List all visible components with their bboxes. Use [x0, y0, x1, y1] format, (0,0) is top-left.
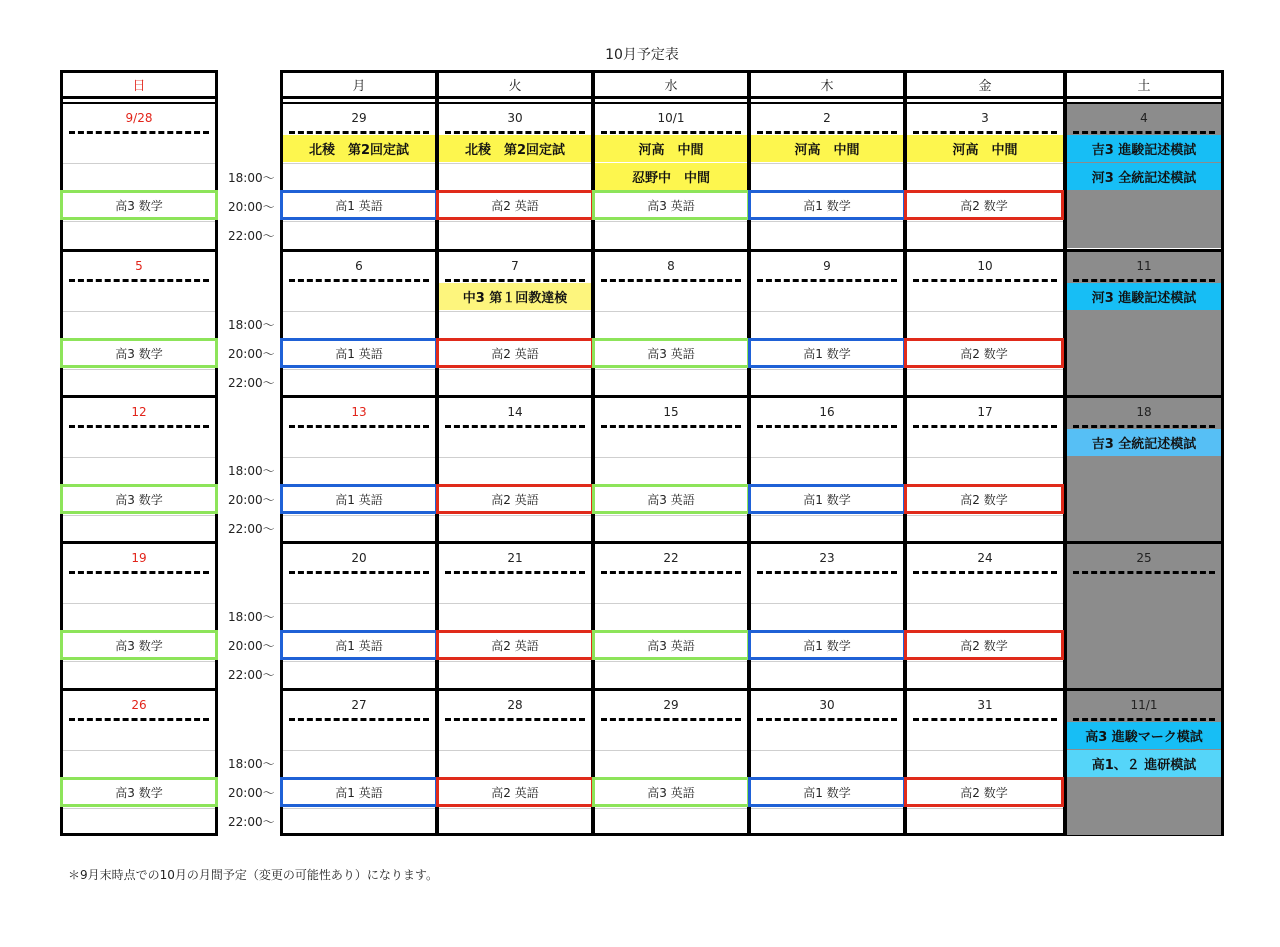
week-cell — [595, 688, 747, 835]
dashed-divider — [757, 131, 897, 134]
event-label: 中3 第１回教達検 — [439, 283, 591, 310]
row-divider — [283, 808, 435, 809]
week-cell — [283, 541, 435, 688]
row-divider — [751, 515, 903, 516]
date-number: 23 — [819, 550, 835, 565]
date-number: 4 — [1140, 110, 1148, 125]
column-thursday — [748, 70, 906, 836]
date-number: 11/1 — [1130, 697, 1158, 712]
class-slot: 高3 数学 — [60, 338, 218, 368]
event-label: 吉3 進駿記述模試 — [1067, 135, 1221, 162]
class-slot: 高2 英語 — [436, 338, 594, 368]
row-divider — [907, 808, 1063, 809]
event-label: 北稜 第2回定試 — [439, 135, 591, 162]
class-slot: 高2 英語 — [436, 190, 594, 220]
row-divider — [595, 515, 747, 516]
class-slot: 高3 数学 — [60, 190, 218, 220]
week-cell — [63, 395, 215, 542]
row-divider — [907, 163, 1063, 164]
time-label: 22:00〜 — [228, 376, 275, 390]
week-cell — [907, 395, 1063, 542]
column-saturday — [1064, 70, 1224, 836]
dashed-divider — [69, 425, 209, 428]
dashed-divider — [757, 571, 897, 574]
week-cell — [595, 249, 747, 396]
time-label: 20:00〜 — [228, 639, 275, 653]
day-header-saturday: 土 — [1067, 73, 1221, 99]
class-slot: 高1 数学 — [748, 777, 906, 807]
time-label: 20:00〜 — [228, 200, 275, 214]
column-friday — [904, 70, 1066, 836]
class-slot: 高1 数学 — [748, 484, 906, 514]
class-slot: 高2 数学 — [904, 630, 1064, 660]
dashed-divider — [289, 131, 429, 134]
dashed-divider — [1073, 718, 1215, 721]
row-divider — [63, 369, 215, 370]
row-divider — [595, 808, 747, 809]
week-cell — [595, 395, 747, 542]
date-number: 3 — [981, 110, 989, 125]
dashed-divider — [601, 718, 741, 721]
dashed-divider — [913, 131, 1057, 134]
time-label: 22:00〜 — [228, 815, 275, 829]
week-cell — [63, 249, 215, 396]
event-label: 河3 進駿記述模試 — [1067, 283, 1221, 310]
column-tuesday — [436, 70, 594, 836]
dashed-divider — [757, 718, 897, 721]
row-divider — [751, 603, 903, 604]
row-divider — [439, 311, 591, 312]
date-number: 24 — [977, 550, 993, 565]
row-divider — [751, 221, 903, 222]
date-number: 29 — [351, 110, 367, 125]
week-cell — [907, 102, 1063, 248]
week-cell — [907, 541, 1063, 688]
time-label: 22:00〜 — [228, 522, 275, 536]
row-divider — [439, 603, 591, 604]
date-number: 13 — [351, 404, 367, 419]
week-cell — [1067, 688, 1221, 835]
class-slot: 高3 英語 — [592, 777, 750, 807]
event-label: 河高 中間 — [751, 135, 903, 162]
row-divider — [751, 457, 903, 458]
row-divider — [439, 163, 591, 164]
row-divider — [283, 515, 435, 516]
date-number: 29 — [663, 697, 679, 712]
dashed-divider — [69, 718, 209, 721]
week-cell — [439, 249, 591, 396]
row-divider — [595, 311, 747, 312]
date-number: 22 — [663, 550, 679, 565]
date-number: 28 — [507, 697, 523, 712]
date-number: 2 — [823, 110, 831, 125]
row-divider — [63, 457, 215, 458]
week-cell — [1067, 395, 1221, 542]
row-divider — [63, 661, 215, 662]
dashed-divider — [913, 718, 1057, 721]
event-label: 河高 中間 — [907, 135, 1063, 162]
week-cell — [1067, 541, 1221, 688]
class-slot: 高2 数学 — [904, 190, 1064, 220]
row-divider — [751, 661, 903, 662]
class-slot: 高1 数学 — [748, 338, 906, 368]
row-divider — [439, 515, 591, 516]
row-divider — [439, 808, 591, 809]
time-label: 20:00〜 — [228, 786, 275, 800]
date-number: 7 — [511, 258, 519, 273]
row-divider — [283, 603, 435, 604]
week-cell — [907, 249, 1063, 396]
class-slot: 高2 数学 — [904, 338, 1064, 368]
row-divider — [907, 221, 1063, 222]
week-cell — [439, 395, 591, 542]
time-label: 20:00〜 — [228, 347, 275, 361]
dashed-divider — [445, 425, 585, 428]
event-label: 河3 全統記述模試 — [1067, 163, 1221, 190]
row-divider — [63, 221, 215, 222]
day-header-sunday: 日 — [63, 73, 215, 99]
row-divider — [907, 457, 1063, 458]
dashed-divider — [1073, 571, 1215, 574]
week-cell — [283, 395, 435, 542]
class-slot: 高1 数学 — [748, 630, 906, 660]
row-divider — [63, 515, 215, 516]
row-divider — [63, 808, 215, 809]
class-slot: 高3 英語 — [592, 190, 750, 220]
row-divider — [907, 603, 1063, 604]
week-cell — [439, 688, 591, 835]
class-slot: 高3 英語 — [592, 338, 750, 368]
event-label: 北稜 第2回定試 — [283, 135, 435, 162]
row-divider — [907, 750, 1063, 751]
dashed-divider — [289, 279, 429, 282]
row-divider — [439, 457, 591, 458]
column-monday — [280, 70, 438, 836]
dashed-divider — [913, 571, 1057, 574]
date-number: 8 — [667, 258, 675, 273]
time-label: 22:00〜 — [228, 668, 275, 682]
date-number: 17 — [977, 404, 993, 419]
row-divider — [439, 221, 591, 222]
date-number: 15 — [663, 404, 679, 419]
event-label: 高1、２ 進研模試 — [1067, 750, 1221, 777]
row-divider — [283, 163, 435, 164]
day-header-friday: 金 — [907, 73, 1063, 99]
week-cell — [751, 102, 903, 248]
date-number: 6 — [355, 258, 363, 273]
row-divider — [751, 750, 903, 751]
class-slot: 高2 英語 — [436, 777, 594, 807]
event-label: 吉3 全統記述模試 — [1067, 429, 1221, 456]
row-divider — [439, 661, 591, 662]
row-divider — [751, 311, 903, 312]
class-slot: 高3 数学 — [60, 630, 218, 660]
dashed-divider — [445, 718, 585, 721]
date-number: 30 — [819, 697, 835, 712]
row-divider — [595, 369, 747, 370]
class-slot: 高2 英語 — [436, 484, 594, 514]
dashed-divider — [757, 425, 897, 428]
dashed-divider — [289, 425, 429, 428]
row-divider — [283, 369, 435, 370]
date-number: 30 — [507, 110, 523, 125]
row-divider — [595, 221, 747, 222]
row-divider — [751, 808, 903, 809]
dashed-divider — [445, 571, 585, 574]
date-number: 14 — [507, 404, 523, 419]
row-divider — [595, 457, 747, 458]
row-divider — [63, 163, 215, 164]
row-divider — [439, 750, 591, 751]
time-label: 18:00〜 — [228, 757, 275, 771]
row-divider — [595, 750, 747, 751]
week-cell — [751, 541, 903, 688]
date-number: 9 — [823, 258, 831, 273]
date-number: 31 — [977, 697, 993, 712]
row-divider — [751, 369, 903, 370]
dashed-divider — [1073, 425, 1215, 428]
time-label: 18:00〜 — [228, 464, 275, 478]
class-slot: 高2 英語 — [436, 630, 594, 660]
dashed-divider — [445, 279, 585, 282]
date-number: 10 — [977, 258, 993, 273]
date-number: 21 — [507, 550, 523, 565]
row-divider — [907, 661, 1063, 662]
row-divider — [63, 750, 215, 751]
class-slot: 高1 英語 — [280, 338, 438, 368]
event-label: 高3 進駿マーク模試 — [1067, 722, 1221, 749]
week-cell — [63, 102, 215, 248]
week-cell — [1067, 249, 1221, 396]
dashed-divider — [1073, 279, 1215, 282]
week-cell — [907, 688, 1063, 835]
class-slot: 高3 英語 — [592, 630, 750, 660]
row-divider — [283, 311, 435, 312]
dashed-divider — [601, 279, 741, 282]
row-divider — [751, 163, 903, 164]
time-label: 22:00〜 — [228, 229, 275, 243]
row-divider — [63, 311, 215, 312]
class-slot: 高1 数学 — [748, 190, 906, 220]
column-wednesday — [592, 70, 750, 836]
event-label: 河高 中間 — [595, 135, 747, 162]
time-label: 18:00〜 — [228, 610, 275, 624]
dashed-divider — [69, 279, 209, 282]
week-cell — [283, 688, 435, 835]
date-number: 26 — [131, 697, 147, 712]
week-cell — [595, 541, 747, 688]
date-number: 27 — [351, 697, 367, 712]
row-divider — [283, 750, 435, 751]
time-label: 18:00〜 — [228, 171, 275, 185]
row-divider — [595, 603, 747, 604]
row-divider — [439, 369, 591, 370]
class-slot: 高3 英語 — [592, 484, 750, 514]
row-divider — [907, 369, 1063, 370]
dashed-divider — [289, 718, 429, 721]
date-number: 25 — [1136, 550, 1152, 565]
week-cell — [751, 688, 903, 835]
class-slot: 高1 英語 — [280, 190, 438, 220]
row-divider — [595, 661, 747, 662]
column-sunday — [60, 70, 218, 836]
class-slot: 高3 数学 — [60, 777, 218, 807]
row-divider — [283, 221, 435, 222]
dashed-divider — [445, 131, 585, 134]
week-cell — [63, 688, 215, 835]
row-divider — [63, 603, 215, 604]
week-cell — [751, 249, 903, 396]
week-cell — [439, 102, 591, 248]
dashed-divider — [913, 279, 1057, 282]
dashed-divider — [601, 131, 741, 134]
class-slot: 高1 英語 — [280, 484, 438, 514]
dashed-divider — [601, 571, 741, 574]
week-cell — [63, 541, 215, 688]
footnote: ＊9月末時点での10月の月間予定（変更の可能性あり）になります。 — [68, 868, 438, 882]
day-header-thursday: 木 — [751, 73, 903, 99]
event-label: 忍野中 中間 — [595, 163, 747, 190]
dashed-divider — [69, 131, 209, 134]
dashed-divider — [289, 571, 429, 574]
day-header-wednesday: 水 — [595, 73, 747, 99]
week-cell — [751, 395, 903, 542]
page-title: 10月予定表 — [605, 47, 679, 63]
week-cell — [439, 541, 591, 688]
week-cell — [595, 102, 747, 248]
date-number: 9/28 — [125, 110, 153, 125]
date-number: 16 — [819, 404, 835, 419]
day-header-monday: 月 — [283, 73, 435, 99]
class-slot: 高3 数学 — [60, 484, 218, 514]
time-label: 18:00〜 — [228, 318, 275, 332]
date-number: 20 — [351, 550, 367, 565]
date-number: 10/1 — [657, 110, 685, 125]
class-slot: 高1 英語 — [280, 777, 438, 807]
week-cell — [283, 102, 435, 248]
row-divider — [907, 311, 1063, 312]
day-header-tuesday: 火 — [439, 73, 591, 99]
row-divider — [907, 515, 1063, 516]
class-slot: 高2 数学 — [904, 484, 1064, 514]
dashed-divider — [913, 425, 1057, 428]
class-slot: 高1 英語 — [280, 630, 438, 660]
time-label: 20:00〜 — [228, 493, 275, 507]
date-number: 12 — [131, 404, 147, 419]
dashed-divider — [757, 279, 897, 282]
week-cell — [1067, 102, 1221, 248]
date-number: 5 — [135, 258, 143, 273]
row-divider — [283, 457, 435, 458]
date-number: 18 — [1136, 404, 1152, 419]
date-number: 11 — [1136, 258, 1152, 273]
week-cell — [283, 249, 435, 396]
class-slot: 高2 数学 — [904, 777, 1064, 807]
dashed-divider — [601, 425, 741, 428]
dashed-divider — [1073, 131, 1215, 134]
row-divider — [283, 661, 435, 662]
date-number: 19 — [131, 550, 147, 565]
dashed-divider — [69, 571, 209, 574]
